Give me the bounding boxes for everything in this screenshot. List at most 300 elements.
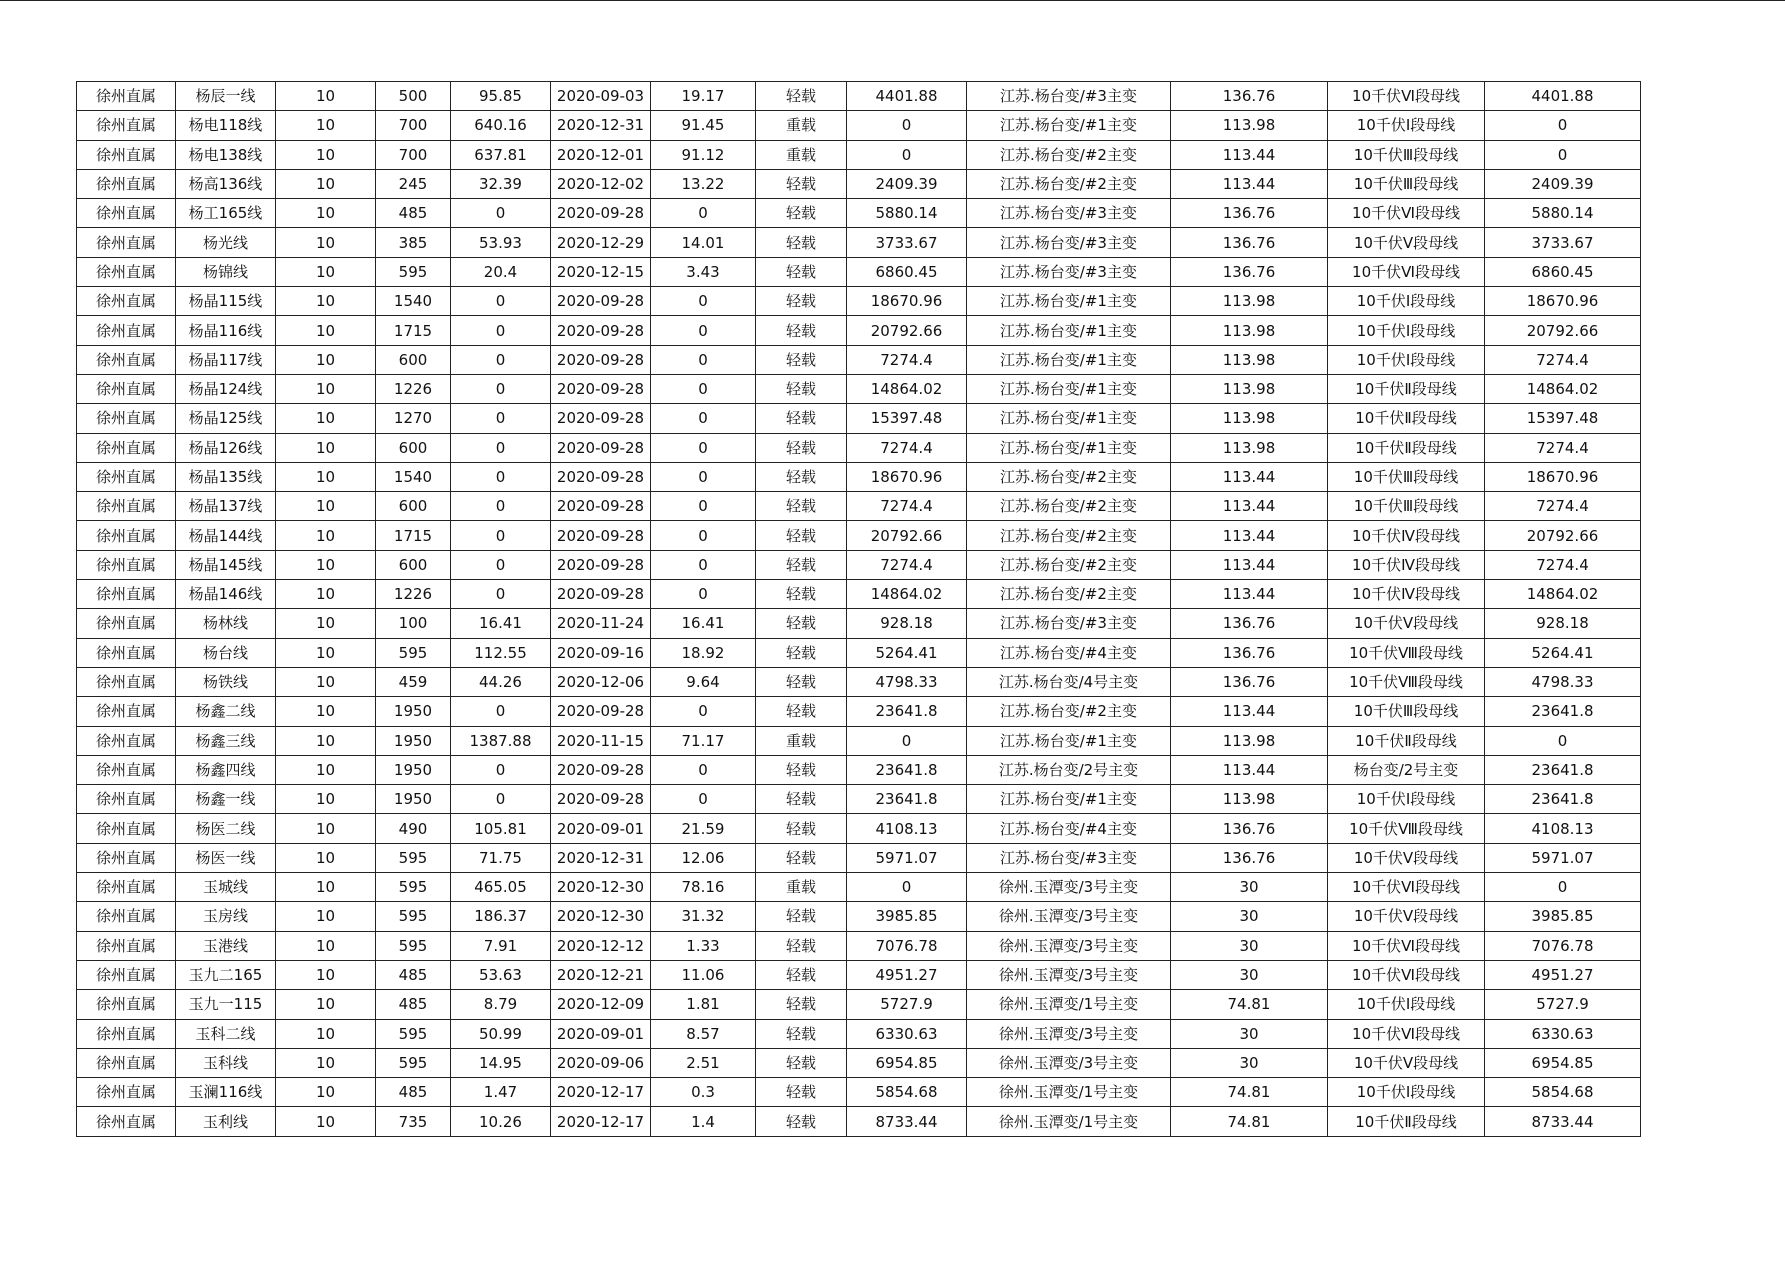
cell-load: 20.4 xyxy=(451,257,551,286)
cell-remaining-capacity: 7274.4 xyxy=(847,550,967,579)
cell-load-rate: 0 xyxy=(651,316,756,345)
cell-date: 2020-12-06 xyxy=(551,667,651,696)
cell-voltage: 10 xyxy=(276,462,376,491)
cell-remaining-capacity-2: 4798.33 xyxy=(1485,667,1641,696)
cell-load-status: 重载 xyxy=(756,140,847,169)
cell-capacity: 1950 xyxy=(376,785,451,814)
cell-line-name: 杨晶126线 xyxy=(176,433,276,462)
cell-load-status: 轻载 xyxy=(756,814,847,843)
cell-remaining-capacity: 7274.4 xyxy=(847,492,967,521)
cell-transformer: 江苏.杨台变/#1主变 xyxy=(967,433,1171,462)
cell-voltage: 10 xyxy=(276,785,376,814)
cell-remaining-capacity: 6330.63 xyxy=(847,1019,967,1048)
cell-line-name: 玉城线 xyxy=(176,873,276,902)
table-row xyxy=(77,785,1641,814)
cell-remaining-capacity: 23641.8 xyxy=(847,697,967,726)
cell-load-status: 轻载 xyxy=(756,1019,847,1048)
cell-load-status: 轻载 xyxy=(756,990,847,1019)
cell-voltage: 10 xyxy=(276,228,376,257)
cell-load-status: 轻载 xyxy=(756,931,847,960)
cell-date: 2020-09-28 xyxy=(551,521,651,550)
cell-busbar: 10千伏Ⅳ段母线 xyxy=(1328,580,1485,609)
cell-line-name: 杨晶146线 xyxy=(176,580,276,609)
cell-line-name: 杨光线 xyxy=(176,228,276,257)
cell-transformer: 江苏.杨台变/#2主变 xyxy=(967,140,1171,169)
cell-date: 2020-09-01 xyxy=(551,1019,651,1048)
cell-line-name: 杨晶116线 xyxy=(176,316,276,345)
cell-transformer: 江苏.杨台变/#1主变 xyxy=(967,785,1171,814)
cell-remaining-capacity-2: 23641.8 xyxy=(1485,755,1641,784)
cell-unit: 徐州直属 xyxy=(77,843,176,872)
cell-load-status: 轻载 xyxy=(756,697,847,726)
cell-busbar: 10千伏Ⅴ段母线 xyxy=(1328,228,1485,257)
cell-remaining-capacity-2: 8733.44 xyxy=(1485,1107,1641,1136)
cell-load-status: 轻载 xyxy=(756,755,847,784)
cell-load: 16.41 xyxy=(451,609,551,638)
cell-remaining-capacity-2: 7274.4 xyxy=(1485,492,1641,521)
cell-remaining-capacity-2: 18670.96 xyxy=(1485,462,1641,491)
cell-load-rate: 19.17 xyxy=(651,82,756,111)
cell-load: 637.81 xyxy=(451,140,551,169)
cell-remaining-capacity: 5971.07 xyxy=(847,843,967,872)
cell-line-name: 杨晶145线 xyxy=(176,550,276,579)
cell-remaining-capacity-2: 7274.4 xyxy=(1485,433,1641,462)
cell-load: 1.47 xyxy=(451,1078,551,1107)
cell-remaining-capacity-2: 7076.78 xyxy=(1485,931,1641,960)
cell-unit: 徐州直属 xyxy=(77,667,176,696)
cell-load-rate: 0 xyxy=(651,374,756,403)
cell-remaining-capacity: 14864.02 xyxy=(847,374,967,403)
cell-load: 7.91 xyxy=(451,931,551,960)
cell-unit: 徐州直属 xyxy=(77,1048,176,1077)
cell-load-rate: 1.81 xyxy=(651,990,756,1019)
cell-transformer-value: 113.98 xyxy=(1171,316,1328,345)
cell-date: 2020-12-21 xyxy=(551,960,651,989)
cell-transformer: 徐州.玉潭变/1号主变 xyxy=(967,1078,1171,1107)
cell-busbar: 10千伏Ⅴ段母线 xyxy=(1328,843,1485,872)
cell-date: 2020-09-28 xyxy=(551,580,651,609)
cell-voltage: 10 xyxy=(276,257,376,286)
cell-remaining-capacity-2: 5727.9 xyxy=(1485,990,1641,1019)
cell-load: 640.16 xyxy=(451,111,551,140)
table-row xyxy=(77,257,1641,286)
cell-voltage: 10 xyxy=(276,667,376,696)
cell-remaining-capacity: 4798.33 xyxy=(847,667,967,696)
cell-unit: 徐州直属 xyxy=(77,82,176,111)
cell-load: 53.63 xyxy=(451,960,551,989)
cell-busbar: 10千伏Ⅰ段母线 xyxy=(1328,990,1485,1019)
cell-unit: 徐州直属 xyxy=(77,726,176,755)
cell-transformer: 徐州.玉潭变/3号主变 xyxy=(967,873,1171,902)
cell-load: 465.05 xyxy=(451,873,551,902)
cell-transformer-value: 136.76 xyxy=(1171,228,1328,257)
table-row xyxy=(77,873,1641,902)
cell-line-name: 杨高136线 xyxy=(176,169,276,198)
cell-load-rate: 21.59 xyxy=(651,814,756,843)
cell-load: 53.93 xyxy=(451,228,551,257)
cell-date: 2020-09-01 xyxy=(551,814,651,843)
table-row xyxy=(77,814,1641,843)
cell-load: 0 xyxy=(451,374,551,403)
cell-transformer: 江苏.杨台变/#3主变 xyxy=(967,82,1171,111)
cell-date: 2020-12-29 xyxy=(551,228,651,257)
cell-voltage: 10 xyxy=(276,1078,376,1107)
cell-voltage: 10 xyxy=(276,521,376,550)
cell-date: 2020-09-28 xyxy=(551,462,651,491)
cell-transformer: 徐州.玉潭变/1号主变 xyxy=(967,990,1171,1019)
cell-load: 0 xyxy=(451,345,551,374)
cell-transformer-value: 113.44 xyxy=(1171,462,1328,491)
cell-capacity: 1950 xyxy=(376,697,451,726)
cell-line-name: 玉澜116线 xyxy=(176,1078,276,1107)
cell-load-rate: 0 xyxy=(651,404,756,433)
cell-date: 2020-09-28 xyxy=(551,316,651,345)
cell-busbar: 10千伏Ⅲ段母线 xyxy=(1328,462,1485,491)
cell-capacity: 1950 xyxy=(376,726,451,755)
cell-remaining-capacity: 23641.8 xyxy=(847,785,967,814)
cell-remaining-capacity-2: 5854.68 xyxy=(1485,1078,1641,1107)
cell-line-name: 杨晶117线 xyxy=(176,345,276,374)
cell-busbar: 10千伏Ⅰ段母线 xyxy=(1328,345,1485,374)
cell-line-name: 玉九一115 xyxy=(176,990,276,1019)
cell-date: 2020-09-28 xyxy=(551,755,651,784)
cell-load: 112.55 xyxy=(451,638,551,667)
table-row xyxy=(77,697,1641,726)
cell-voltage: 10 xyxy=(276,638,376,667)
cell-load-rate: 2.51 xyxy=(651,1048,756,1077)
table-row xyxy=(77,1078,1641,1107)
cell-unit: 徐州直属 xyxy=(77,785,176,814)
cell-load-status: 轻载 xyxy=(756,169,847,198)
cell-unit: 徐州直属 xyxy=(77,169,176,198)
cell-busbar: 10千伏Ⅰ段母线 xyxy=(1328,1078,1485,1107)
cell-remaining-capacity: 8733.44 xyxy=(847,1107,967,1136)
cell-line-name: 杨晶137线 xyxy=(176,492,276,521)
cell-voltage: 10 xyxy=(276,902,376,931)
cell-load: 71.75 xyxy=(451,843,551,872)
cell-transformer-value: 113.98 xyxy=(1171,345,1328,374)
cell-remaining-capacity-2: 0 xyxy=(1485,111,1641,140)
cell-load-rate: 0.3 xyxy=(651,1078,756,1107)
cell-load: 0 xyxy=(451,755,551,784)
cell-capacity: 595 xyxy=(376,931,451,960)
cell-unit: 徐州直属 xyxy=(77,990,176,1019)
cell-remaining-capacity-2: 4401.88 xyxy=(1485,82,1641,111)
cell-unit: 徐州直属 xyxy=(77,404,176,433)
cell-voltage: 10 xyxy=(276,755,376,784)
cell-remaining-capacity: 4951.27 xyxy=(847,960,967,989)
table-row xyxy=(77,345,1641,374)
cell-voltage: 10 xyxy=(276,843,376,872)
cell-load-status: 轻载 xyxy=(756,374,847,403)
cell-transformer: 江苏.杨台变/#4主变 xyxy=(967,638,1171,667)
cell-line-name: 杨台线 xyxy=(176,638,276,667)
cell-date: 2020-12-01 xyxy=(551,140,651,169)
cell-load: 0 xyxy=(451,404,551,433)
table-row xyxy=(77,462,1641,491)
cell-load-rate: 9.64 xyxy=(651,667,756,696)
cell-remaining-capacity: 6860.45 xyxy=(847,257,967,286)
cell-date: 2020-12-15 xyxy=(551,257,651,286)
cell-load-status: 轻载 xyxy=(756,609,847,638)
cell-remaining-capacity: 20792.66 xyxy=(847,521,967,550)
cell-capacity: 1226 xyxy=(376,580,451,609)
cell-load-rate: 0 xyxy=(651,697,756,726)
cell-date: 2020-12-17 xyxy=(551,1078,651,1107)
cell-remaining-capacity: 0 xyxy=(847,140,967,169)
cell-busbar: 10千伏Ⅳ段母线 xyxy=(1328,550,1485,579)
cell-load-status: 轻载 xyxy=(756,287,847,316)
cell-transformer-value: 113.44 xyxy=(1171,550,1328,579)
cell-transformer: 江苏.杨台变/#3主变 xyxy=(967,228,1171,257)
cell-voltage: 10 xyxy=(276,1048,376,1077)
cell-line-name: 杨晶115线 xyxy=(176,287,276,316)
cell-capacity: 100 xyxy=(376,609,451,638)
cell-remaining-capacity-2: 14864.02 xyxy=(1485,374,1641,403)
cell-capacity: 595 xyxy=(376,1019,451,1048)
cell-load: 0 xyxy=(451,521,551,550)
cell-capacity: 1540 xyxy=(376,287,451,316)
cell-date: 2020-09-28 xyxy=(551,345,651,374)
cell-transformer-value: 113.44 xyxy=(1171,492,1328,521)
cell-load-status: 轻载 xyxy=(756,228,847,257)
cell-line-name: 杨晶135线 xyxy=(176,462,276,491)
cell-transformer-value: 74.81 xyxy=(1171,990,1328,1019)
cell-voltage: 10 xyxy=(276,169,376,198)
cell-remaining-capacity-2: 6860.45 xyxy=(1485,257,1641,286)
cell-load-status: 轻载 xyxy=(756,462,847,491)
cell-transformer-value: 136.76 xyxy=(1171,199,1328,228)
cell-transformer: 江苏.杨台变/#2主变 xyxy=(967,521,1171,550)
table-row xyxy=(77,755,1641,784)
cell-capacity: 700 xyxy=(376,111,451,140)
cell-busbar: 10千伏Ⅱ段母线 xyxy=(1328,433,1485,462)
cell-transformer: 江苏.杨台变/#2主变 xyxy=(967,580,1171,609)
cell-capacity: 485 xyxy=(376,199,451,228)
cell-load-status: 轻载 xyxy=(756,1048,847,1077)
cell-transformer: 徐州.玉潭变/1号主变 xyxy=(967,1107,1171,1136)
cell-transformer-value: 113.98 xyxy=(1171,433,1328,462)
table-row xyxy=(77,931,1641,960)
cell-capacity: 485 xyxy=(376,1078,451,1107)
cell-transformer: 江苏.杨台变/#3主变 xyxy=(967,257,1171,286)
cell-transformer-value: 113.98 xyxy=(1171,374,1328,403)
cell-capacity: 1270 xyxy=(376,404,451,433)
cell-transformer-value: 136.76 xyxy=(1171,609,1328,638)
cell-load-status: 轻载 xyxy=(756,785,847,814)
cell-capacity: 245 xyxy=(376,169,451,198)
table-row xyxy=(77,1048,1641,1077)
cell-line-name: 杨晶125线 xyxy=(176,404,276,433)
cell-load: 8.79 xyxy=(451,990,551,1019)
cell-line-name: 杨鑫二线 xyxy=(176,697,276,726)
cell-unit: 徐州直属 xyxy=(77,550,176,579)
cell-load-rate: 0 xyxy=(651,433,756,462)
cell-line-name: 杨铁线 xyxy=(176,667,276,696)
cell-remaining-capacity: 20792.66 xyxy=(847,316,967,345)
cell-load-rate: 13.22 xyxy=(651,169,756,198)
cell-busbar: 10千伏Ⅲ段母线 xyxy=(1328,140,1485,169)
cell-capacity: 1715 xyxy=(376,316,451,345)
cell-busbar: 10千伏Ⅲ段母线 xyxy=(1328,169,1485,198)
cell-line-name: 玉利线 xyxy=(176,1107,276,1136)
cell-load-rate: 0 xyxy=(651,199,756,228)
cell-load-rate: 0 xyxy=(651,580,756,609)
cell-voltage: 10 xyxy=(276,1019,376,1048)
cell-load: 186.37 xyxy=(451,902,551,931)
cell-load-rate: 0 xyxy=(651,462,756,491)
cell-date: 2020-09-28 xyxy=(551,785,651,814)
cell-load: 10.26 xyxy=(451,1107,551,1136)
cell-load: 0 xyxy=(451,199,551,228)
cell-transformer-value: 136.76 xyxy=(1171,257,1328,286)
cell-busbar: 10千伏Ⅵ段母线 xyxy=(1328,82,1485,111)
table-row xyxy=(77,843,1641,872)
cell-date: 2020-12-31 xyxy=(551,843,651,872)
cell-voltage: 10 xyxy=(276,609,376,638)
cell-load: 32.39 xyxy=(451,169,551,198)
cell-capacity: 1715 xyxy=(376,521,451,550)
cell-voltage: 10 xyxy=(276,814,376,843)
cell-unit: 徐州直属 xyxy=(77,609,176,638)
cell-busbar: 10千伏Ⅵ段母线 xyxy=(1328,960,1485,989)
cell-capacity: 1226 xyxy=(376,374,451,403)
cell-transformer-value: 113.44 xyxy=(1171,521,1328,550)
cell-capacity: 485 xyxy=(376,990,451,1019)
cell-voltage: 10 xyxy=(276,990,376,1019)
cell-load-rate: 11.06 xyxy=(651,960,756,989)
cell-remaining-capacity-2: 5264.41 xyxy=(1485,638,1641,667)
cell-busbar: 10千伏Ⅵ段母线 xyxy=(1328,199,1485,228)
table-row xyxy=(77,960,1641,989)
cell-date: 2020-09-03 xyxy=(551,82,651,111)
cell-unit: 徐州直属 xyxy=(77,199,176,228)
cell-load-status: 轻载 xyxy=(756,1107,847,1136)
cell-remaining-capacity: 0 xyxy=(847,111,967,140)
cell-remaining-capacity: 0 xyxy=(847,726,967,755)
table-row xyxy=(77,667,1641,696)
cell-load: 0 xyxy=(451,433,551,462)
cell-transformer-value: 30 xyxy=(1171,902,1328,931)
cell-transformer: 江苏.杨台变/#1主变 xyxy=(967,287,1171,316)
table-row xyxy=(77,521,1641,550)
cell-transformer: 江苏.杨台变/#1主变 xyxy=(967,345,1171,374)
cell-busbar: 10千伏Ⅱ段母线 xyxy=(1328,726,1485,755)
cell-remaining-capacity: 928.18 xyxy=(847,609,967,638)
cell-load-rate: 3.43 xyxy=(651,257,756,286)
cell-capacity: 1540 xyxy=(376,462,451,491)
cell-transformer: 江苏.杨台变/#4主变 xyxy=(967,814,1171,843)
cell-unit: 徐州直属 xyxy=(77,1078,176,1107)
cell-capacity: 600 xyxy=(376,550,451,579)
cell-busbar: 10千伏Ⅰ段母线 xyxy=(1328,111,1485,140)
cell-busbar: 10千伏Ⅴ段母线 xyxy=(1328,1048,1485,1077)
cell-line-name: 杨晶144线 xyxy=(176,521,276,550)
cell-date: 2020-09-28 xyxy=(551,550,651,579)
cell-transformer: 江苏.杨台变/#2主变 xyxy=(967,550,1171,579)
cell-date: 2020-09-06 xyxy=(551,1048,651,1077)
cell-line-name: 杨鑫三线 xyxy=(176,726,276,755)
cell-voltage: 10 xyxy=(276,316,376,345)
cell-remaining-capacity: 4108.13 xyxy=(847,814,967,843)
cell-capacity: 595 xyxy=(376,257,451,286)
cell-load-rate: 31.32 xyxy=(651,902,756,931)
cell-load: 0 xyxy=(451,580,551,609)
cell-unit: 徐州直属 xyxy=(77,755,176,784)
cell-line-name: 玉科线 xyxy=(176,1048,276,1077)
cell-busbar: 10千伏Ⅷ段母线 xyxy=(1328,667,1485,696)
cell-unit: 徐州直属 xyxy=(77,257,176,286)
cell-date: 2020-09-16 xyxy=(551,638,651,667)
cell-load-rate: 78.16 xyxy=(651,873,756,902)
cell-busbar: 10千伏Ⅴ段母线 xyxy=(1328,609,1485,638)
cell-load-rate: 0 xyxy=(651,755,756,784)
table-row xyxy=(77,1019,1641,1048)
table-row xyxy=(77,374,1641,403)
cell-load: 105.81 xyxy=(451,814,551,843)
table-row xyxy=(77,404,1641,433)
table-row xyxy=(77,990,1641,1019)
cell-load-status: 重载 xyxy=(756,873,847,902)
cell-capacity: 595 xyxy=(376,843,451,872)
cell-remaining-capacity-2: 4108.13 xyxy=(1485,814,1641,843)
cell-load-rate: 0 xyxy=(651,550,756,579)
cell-unit: 徐州直属 xyxy=(77,960,176,989)
cell-busbar: 10千伏Ⅳ段母线 xyxy=(1328,521,1485,550)
cell-date: 2020-12-09 xyxy=(551,990,651,1019)
cell-busbar: 杨台变/2号主变 xyxy=(1328,755,1485,784)
cell-busbar: 10千伏Ⅵ段母线 xyxy=(1328,1019,1485,1048)
cell-line-name: 杨鑫一线 xyxy=(176,785,276,814)
cell-busbar: 10千伏Ⅱ段母线 xyxy=(1328,374,1485,403)
cell-remaining-capacity-2: 928.18 xyxy=(1485,609,1641,638)
cell-transformer: 江苏.杨台变/#3主变 xyxy=(967,843,1171,872)
cell-remaining-capacity: 18670.96 xyxy=(847,287,967,316)
table-row xyxy=(77,169,1641,198)
cell-transformer-value: 113.44 xyxy=(1171,140,1328,169)
cell-load-rate: 91.45 xyxy=(651,111,756,140)
cell-date: 2020-12-17 xyxy=(551,1107,651,1136)
cell-load: 0 xyxy=(451,492,551,521)
cell-transformer-value: 30 xyxy=(1171,960,1328,989)
cell-load-status: 轻载 xyxy=(756,199,847,228)
table-row xyxy=(77,316,1641,345)
cell-unit: 徐州直属 xyxy=(77,521,176,550)
cell-load-status: 轻载 xyxy=(756,404,847,433)
cell-date: 2020-12-12 xyxy=(551,931,651,960)
cell-remaining-capacity-2: 3985.85 xyxy=(1485,902,1641,931)
cell-remaining-capacity: 15397.48 xyxy=(847,404,967,433)
cell-remaining-capacity: 23641.8 xyxy=(847,755,967,784)
cell-voltage: 10 xyxy=(276,726,376,755)
cell-transformer-value: 113.44 xyxy=(1171,169,1328,198)
cell-load: 0 xyxy=(451,697,551,726)
cell-capacity: 459 xyxy=(376,667,451,696)
cell-load-rate: 16.41 xyxy=(651,609,756,638)
cell-unit: 徐州直属 xyxy=(77,492,176,521)
cell-transformer-value: 113.98 xyxy=(1171,111,1328,140)
cell-transformer-value: 30 xyxy=(1171,931,1328,960)
cell-unit: 徐州直属 xyxy=(77,433,176,462)
cell-transformer: 江苏.杨台变/4号主变 xyxy=(967,667,1171,696)
cell-capacity: 595 xyxy=(376,902,451,931)
cell-load-status: 重载 xyxy=(756,726,847,755)
cell-load-status: 重载 xyxy=(756,111,847,140)
cell-unit: 徐州直属 xyxy=(77,638,176,667)
cell-capacity: 735 xyxy=(376,1107,451,1136)
cell-transformer: 江苏.杨台变/#2主变 xyxy=(967,169,1171,198)
cell-load-rate: 0 xyxy=(651,785,756,814)
